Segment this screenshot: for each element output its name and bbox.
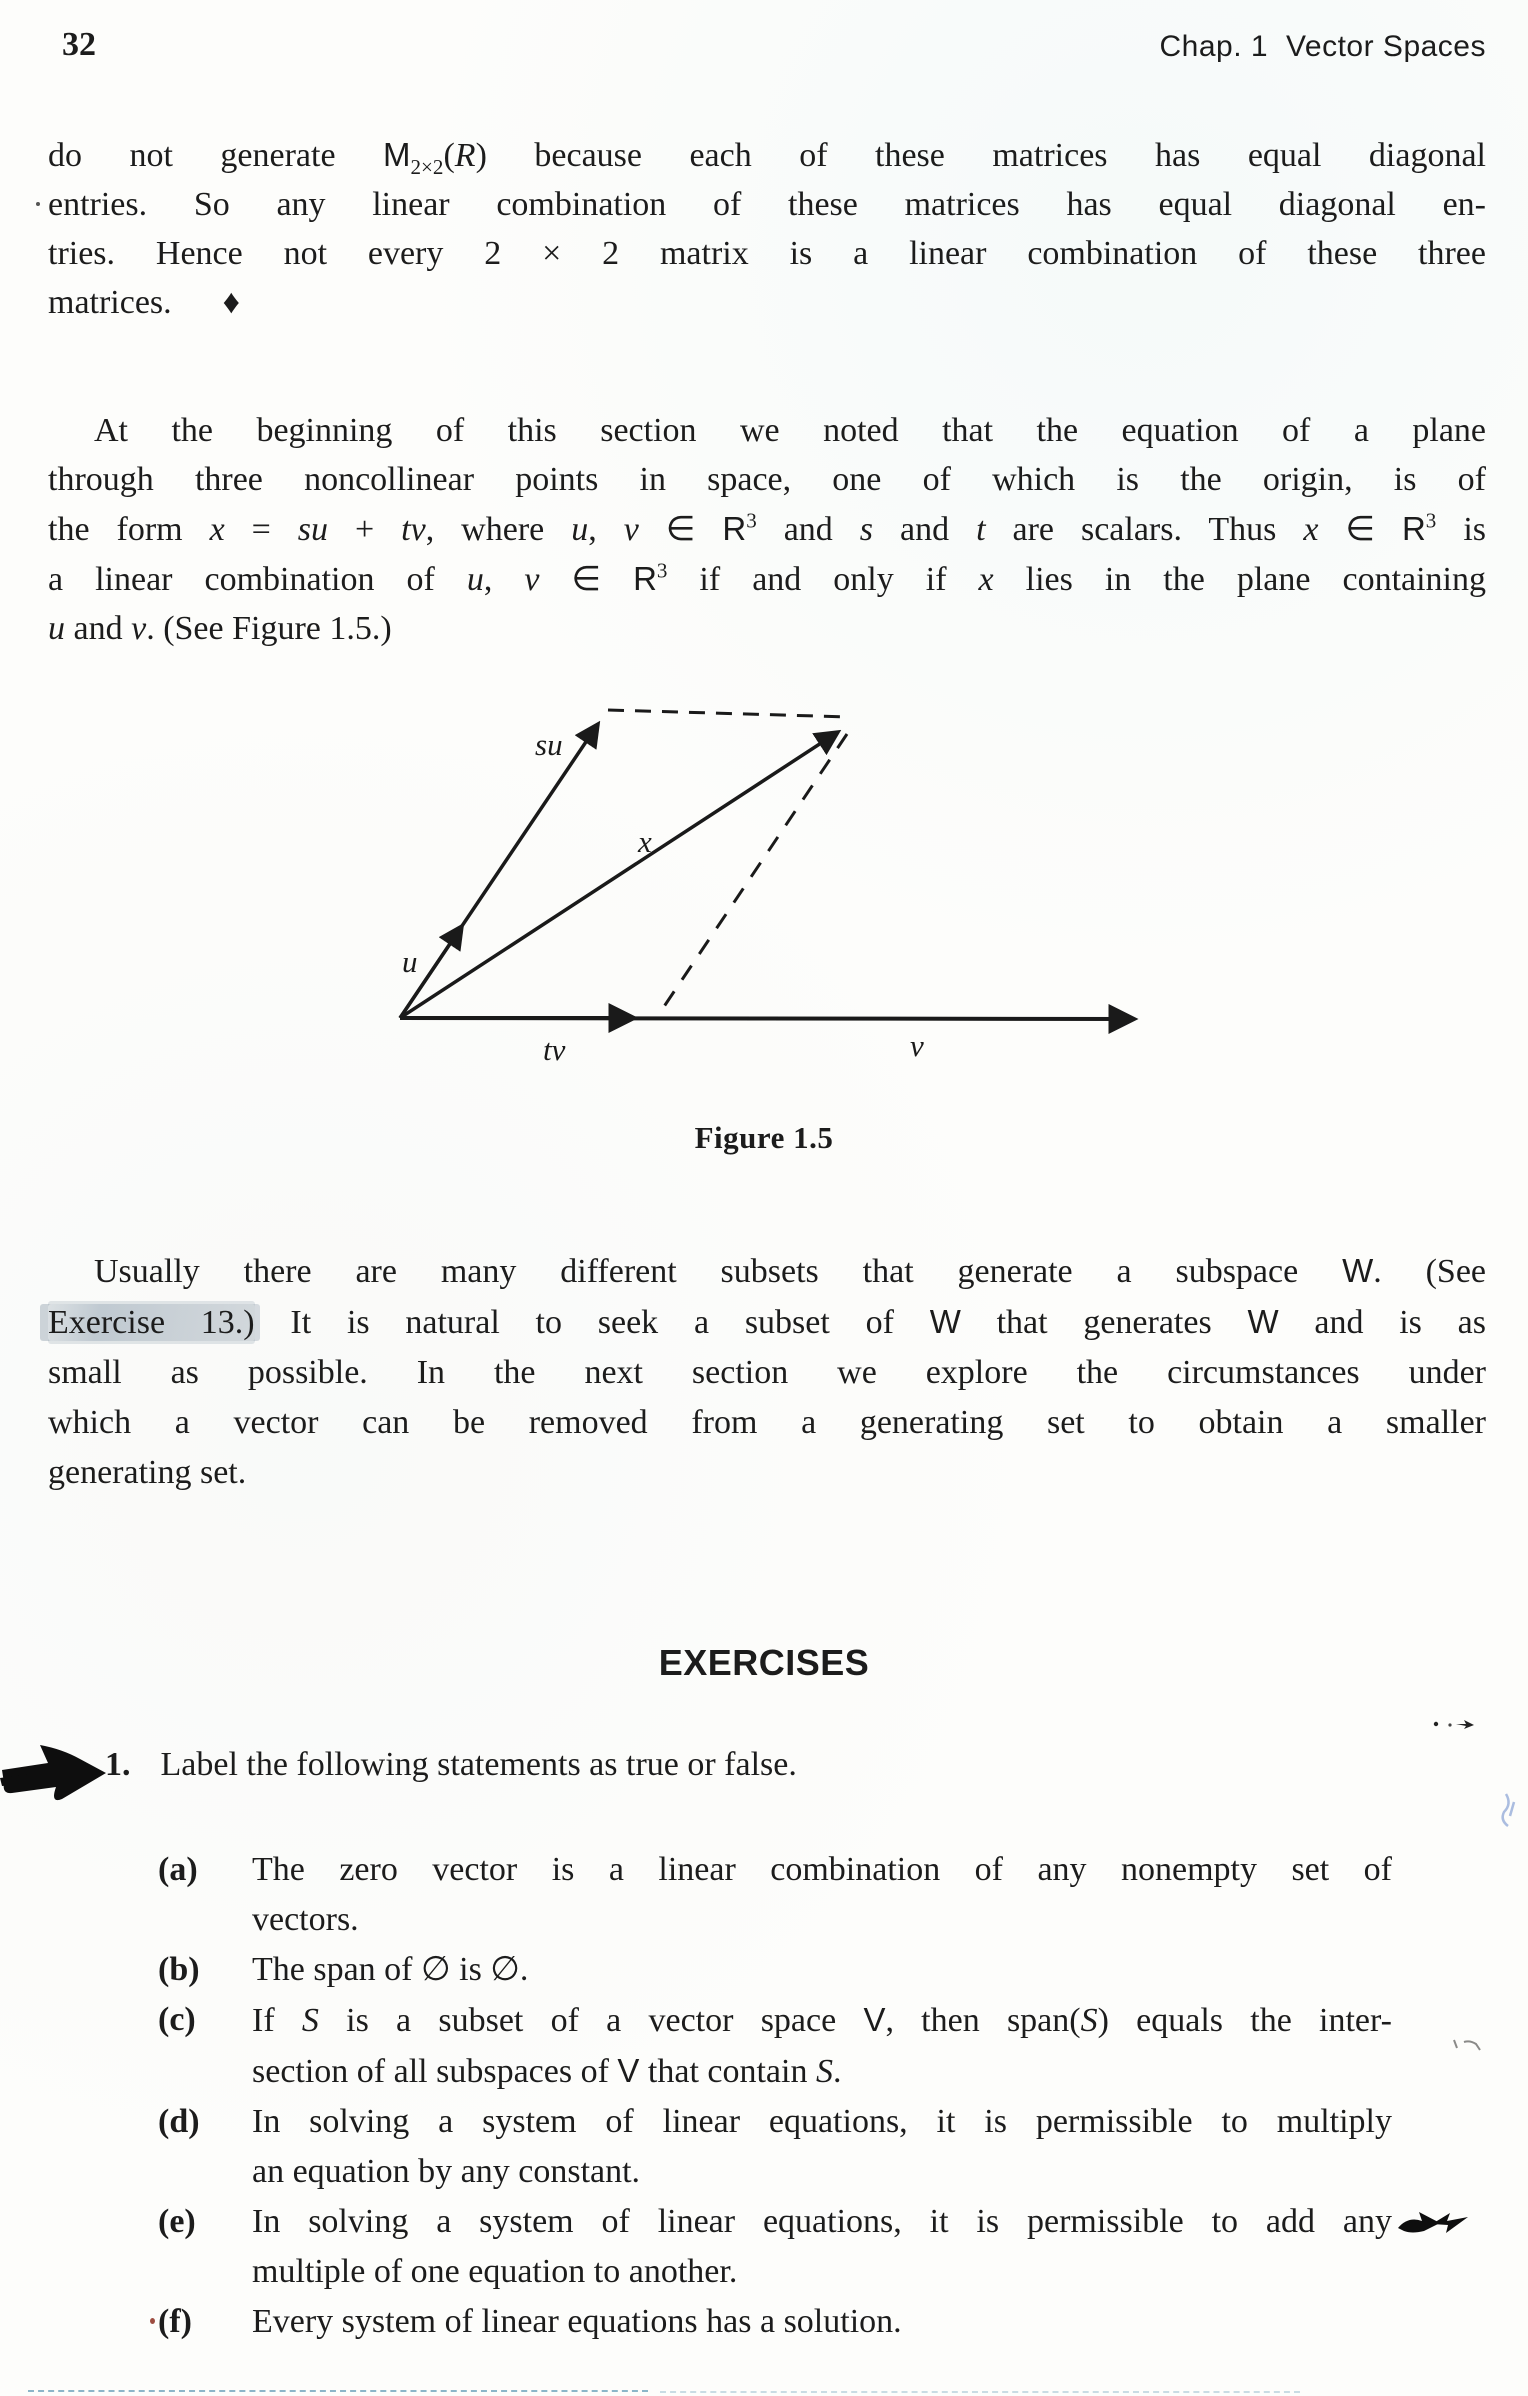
item-text (252, 1995, 1392, 2097)
text-line: u and v. (See Figure 1.5.) (48, 610, 392, 647)
highlight-mark: Exercise 13.) (48, 1304, 255, 1341)
text-line: do not generate $M_{2\times 2}(R)$ because each of these matrices has equal diagonal (48, 136, 1487, 179)
text-line: In solving a system of linear equations, it is permissible to multiply (252, 2103, 1392, 2140)
text-line: vectors. (252, 1901, 359, 1938)
blue-scribble-mark (1494, 1792, 1524, 1836)
exercises-heading: EXERCISES (658, 1642, 870, 1683)
text-line: section of all subspaces of V that contain S. (252, 2052, 842, 2090)
text-line: If S is a subset of a vector space V, then span(S) equals the inter- (252, 2001, 1392, 2039)
text-line: The span of ∅ is ∅. (252, 1951, 529, 1988)
ink-scribble-mark (1396, 2204, 1472, 2240)
item-label: (f) (158, 2303, 192, 2340)
faint-pen-mark (1450, 2036, 1486, 2054)
dashed-diagonal-edge (659, 734, 847, 1014)
scan-artifact-line (28, 2390, 648, 2392)
paragraph-matrices (48, 130, 1486, 327)
item-text (252, 1945, 1392, 1995)
dashed-top-edge (608, 710, 850, 717)
exercise-items (158, 1845, 1398, 2347)
item-label: (c) (158, 2001, 196, 2038)
label-tv: tv (543, 1032, 566, 1067)
text-line: through three noncollinear points in space, one of which is the origin, is of (48, 461, 1486, 498)
running-header (1159, 30, 1486, 64)
text-line: Usually there are many different subsets that generate a subspace W. (See (94, 1252, 1487, 1290)
scan-artifact-line-faint (660, 2391, 1300, 2393)
label-v: v (910, 1028, 924, 1063)
exercise-item (158, 2297, 1398, 2347)
exercise-number: 1. (105, 1746, 131, 1783)
text-line: an equation by any constant. (252, 2153, 641, 2190)
vector-diagram (310, 660, 1190, 1070)
item-text (252, 2097, 1392, 2197)
text-line: small as possible. In the next section we explore the circumstances under (48, 1354, 1486, 1391)
text-line: In solving a system of linear equations, it is permissible to add any (252, 2203, 1392, 2240)
label-u: u (402, 944, 418, 979)
red-dot-mark (150, 2318, 155, 2324)
item-label: (d) (158, 2103, 200, 2140)
item-label: (a) (158, 1851, 198, 1888)
exercise-item (158, 1945, 1398, 1995)
figure-caption: Figure 1.5 (694, 1120, 834, 1155)
page-number: 32 (62, 26, 96, 63)
paragraph-plane (48, 406, 1486, 653)
label-x: x (638, 824, 652, 859)
exercise-item (158, 2097, 1398, 2197)
exercise-item (158, 1995, 1398, 2097)
exercise-item (158, 2197, 1398, 2297)
item-text (252, 1845, 1392, 1945)
text-line: Exercise 13.) It is natural to seek a subset of W that generates W and is as (48, 1303, 1486, 1341)
exercise-1 (105, 1746, 1445, 1784)
vector-x-arrow (400, 732, 838, 1018)
label-su: su (535, 727, 563, 762)
exercise-prompt: Label the following statements as true or false. (160, 1746, 797, 1783)
dot-dash-mark (1432, 1716, 1476, 1732)
figure-1-5 (310, 660, 1190, 1070)
item-text (252, 2197, 1392, 2297)
text-line: At the beginning of this section we noted that the equation of a plane (94, 412, 1486, 449)
text-line: tries. Hence not every 2 × 2 matrix is a linear combination of these three (48, 235, 1486, 272)
ink-arrow-mark (0, 1740, 112, 1812)
text-line: multiple of one equation to another. (252, 2253, 738, 2290)
text-line: the form x = su + tv, where u, v ∈ $R^3$ and s and t are scalars. Thus x ∈ $R^3$ is (48, 508, 1486, 548)
text-line: entries. So any linear combination of these matrices has equal diagonal en- (48, 186, 1486, 223)
text-line: Every system of linear equations has a solution. (252, 2303, 902, 2340)
text-line: The zero vector is a linear combination of any nonempty set of (252, 1851, 1392, 1888)
text-line: matrices. ♦ (48, 284, 241, 321)
chapter-header: Chap. 1 (1159, 30, 1269, 63)
text-line: generating set. (48, 1454, 247, 1491)
paragraph-subsets (48, 1246, 1486, 1498)
item-label: (b) (158, 1951, 200, 1988)
stray-dot-mark (36, 202, 40, 206)
item-text (252, 2297, 1392, 2347)
text-line: a linear combination of u, v ∈ $R^3$ if and only if x lies in the plane containing (48, 558, 1487, 598)
text-line: which a vector can be removed from a generating set to obtain a smaller (48, 1404, 1486, 1441)
exercise-item (158, 1845, 1398, 1945)
chapter-title: Vector Spaces (1286, 30, 1486, 63)
item-label: (e) (158, 2203, 196, 2240)
